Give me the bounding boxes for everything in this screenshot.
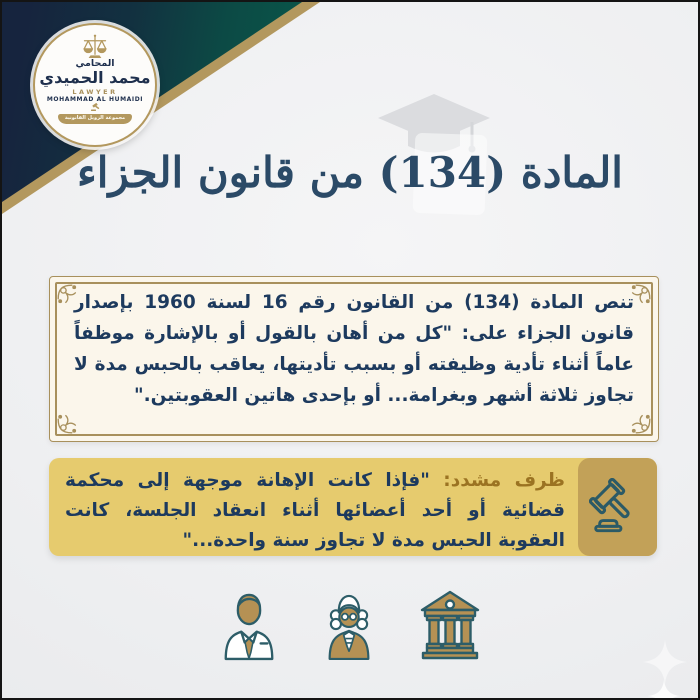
law-body: "كل من أهان بالقول أو بالإشارة موظفاً عاماً أثناء تأدية وظيفته أو بسبب تأديتها، يعاقب بالحبس مدة لا تجاوز ثلاثة أشهر وبغرامة... أو بإحدى هاتين العقوبتين." xyxy=(74,323,634,407)
aggravating-label: ظرف مشدد: xyxy=(443,470,565,491)
lawyer-logo xyxy=(33,23,157,147)
logo-ribbon-text: مجموعة الزويل القانونية xyxy=(58,114,132,124)
aggravating-circumstance-box xyxy=(49,458,657,556)
law-article-text xyxy=(74,287,634,431)
scales-of-justice-icon xyxy=(80,34,110,61)
logo-name-arabic: محمد الحميدي xyxy=(39,67,151,87)
aggravating-text xyxy=(65,466,565,551)
judge-icon xyxy=(318,588,380,662)
legal-icons-row xyxy=(2,588,698,662)
page-title: المادة (134) من قانون الجزاء xyxy=(77,148,623,197)
courthouse-icon xyxy=(418,588,482,662)
logo-profession-arabic: المحامي xyxy=(75,58,115,69)
law-intro: تنص المادة (134) من القانون رقم 16 لسنة 1960 بإصدار قانون الجزاء على: xyxy=(74,292,635,345)
law-article-box xyxy=(49,276,659,442)
logo-name-latin: MOHAMMAD AL HUMAIDI xyxy=(46,95,144,103)
gavel-icon xyxy=(589,478,647,536)
sparkle-icon xyxy=(648,680,680,700)
lawyer-person-icon xyxy=(218,588,280,662)
gavel-panel xyxy=(578,458,657,556)
mini-gavel-icon xyxy=(90,103,101,112)
aggravating-body: "فإذا كانت الإهانة موجهة إلى محكمة قضائية أو أحد أعضائها أثناء انعقاد الجلسة، كانت العقوبة الحبس مدة لا تجاوز سنة واحدة..." xyxy=(65,470,565,551)
logo-profession-latin: LAWYER xyxy=(72,87,118,96)
